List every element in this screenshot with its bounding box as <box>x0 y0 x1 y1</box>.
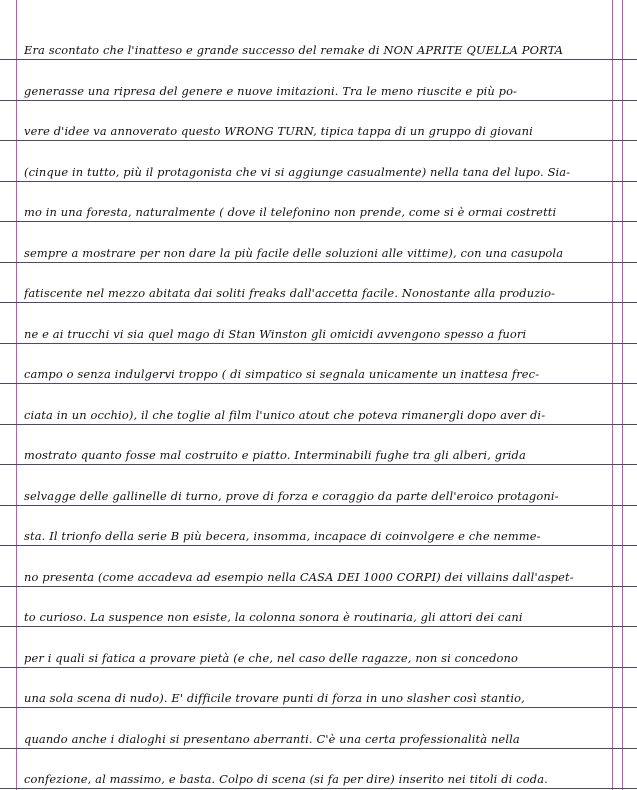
ruled-line <box>0 667 637 668</box>
ruled-line <box>0 59 637 60</box>
ruled-line <box>0 343 637 344</box>
handwritten-line: generasse una ripresa del genere e nuove imitazioni. Tra le meno riuscite e più po- <box>24 83 518 98</box>
handwritten-line: fatiscente nel mezzo abitata dai soliti freaks dall'accetta facile. Nonostante alla produzio- <box>24 286 556 300</box>
ruled-line <box>0 586 637 587</box>
ruled-line <box>0 262 637 263</box>
handwritten-line: per i quali si fatica a provare pietà (e che, nel caso delle ragazze, non si concedono <box>24 650 519 665</box>
ruled-line <box>0 505 637 506</box>
ruled-line <box>0 140 637 141</box>
ruled-line <box>0 424 637 425</box>
handwritten-line: vere d'idee va annoverato questo WRONG TURN, tipica tappa di un gruppo di giovani <box>24 124 533 138</box>
handwritten-line: no presenta (come accadeva ad esempio nella CASA DEI 1000 CORPI) dei villains dall'aspet- <box>24 569 574 584</box>
ruled-line <box>0 464 637 465</box>
ruled-line <box>0 100 637 101</box>
handwritten-line: confezione, al massimo, e basta. Colpo di scena (si fa per dire) inserito nei titoli di coda. <box>24 772 548 786</box>
ruled-line <box>0 221 637 222</box>
ruled-line <box>0 383 637 384</box>
handwritten-line: selvagge delle gallinelle di turno, prove di forza e coraggio da parte dell'eroico protagoni- <box>24 488 559 503</box>
right-edge-margin-line <box>622 0 623 790</box>
right-margin-line <box>612 0 613 790</box>
ruled-line <box>0 626 637 627</box>
handwritten-line: (cinque in tutto, più il protagonista che vi si aggiunge casualmente) nella tana del lupo. Sia- <box>24 164 571 179</box>
handwritten-line: Era scontato che l'inatteso e grande successo del remake di NON APRITE QUELLA PORTA <box>24 43 564 57</box>
ruled-line <box>0 302 637 303</box>
handwritten-line: una sola scena di nudo). E' difficile trovare punti di forza in uno slasher così stantio, <box>24 691 525 705</box>
handwritten-line: mo in una foresta, naturalmente ( dove il telefonino non prende, come si è ormai costretti <box>24 205 557 219</box>
handwritten-line: campo o senza indulgervi troppo ( di simpatico si segnala unicamente un inattesa frec- <box>24 367 540 381</box>
handwritten-line: to curioso. La suspence non esiste, la colonna sonora è routinaria, gli attori dei cani <box>24 610 523 624</box>
ruled-line <box>0 181 637 182</box>
ruled-line <box>0 788 637 789</box>
ruled-line <box>0 707 637 708</box>
ruled-line <box>0 748 637 749</box>
left-margin-line <box>16 0 17 790</box>
handwritten-line: quando anche i dialoghi si presentano aberranti. C'è una certa professionalità nella <box>24 731 520 746</box>
ruled-line <box>0 545 637 546</box>
handwritten-line: mostrato quanto fosse mal costruito e piatto. Interminabili fughe tra gli alberi, grida <box>24 448 526 462</box>
handwritten-line: ciata in un occhio), il che toglie al film l'unico atout che poteva rimanergli dopo aver di- <box>24 407 546 422</box>
handwritten-line: sta. Il trionfo della serie B più becera, insomma, incapace di coinvolgere e che nemme- <box>24 529 541 543</box>
handwritten-line: sempre a mostrare per non dare la più facile delle soluzioni alle vittime), con una casupola <box>24 245 564 260</box>
handwritten-line: ne e ai trucchi vi sia quel mago di Stan Winston gli omicidi avvengono spesso a fuori <box>24 326 527 341</box>
